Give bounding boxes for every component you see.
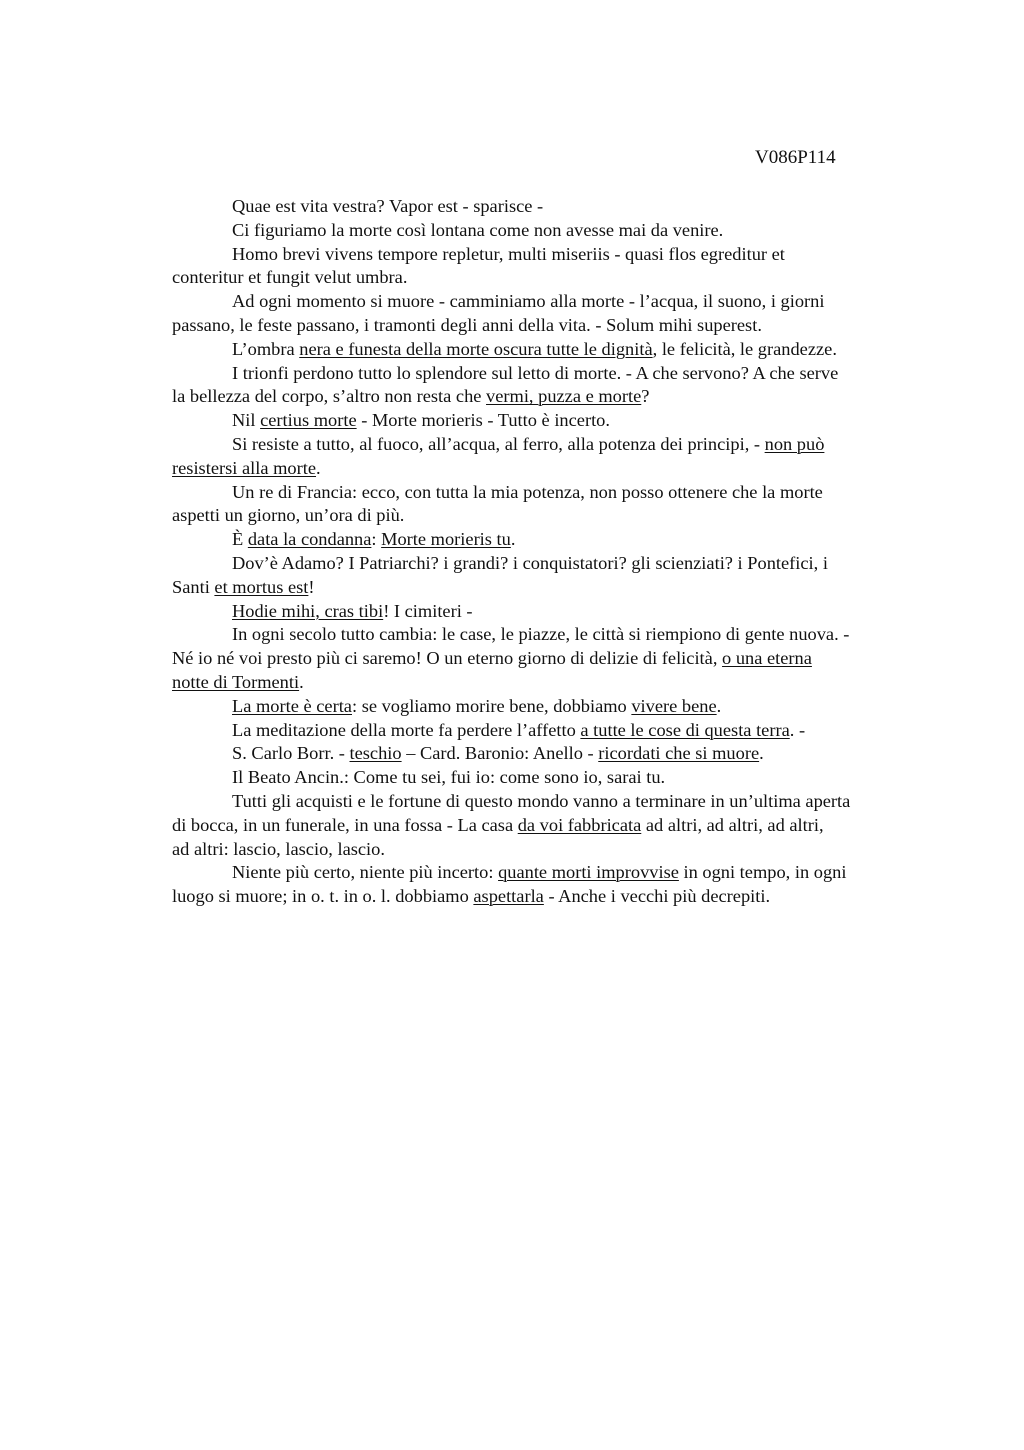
underlined-phrase: Morte morieris tu — [381, 529, 511, 550]
text-run: Santi — [172, 576, 215, 597]
text-run: Dov’è Adamo? I Patriarchi? i grandi? i conquistatori? gli scienziati? i Pontefici, i — [232, 552, 828, 573]
document-body — [172, 195, 932, 909]
text-line — [172, 362, 932, 386]
text-run: . — [316, 457, 321, 478]
text-run: : — [371, 529, 382, 550]
text-run: conteritur et fungit velut umbra. — [172, 267, 408, 288]
text-line — [172, 671, 932, 695]
underlined-phrase: vivere bene — [631, 695, 717, 716]
text-run: passano, le feste passano, i tramonti degli anni della vita. - Solum mihi superest. — [172, 314, 762, 335]
underlined-phrase: o una eterna — [722, 648, 812, 669]
text-line — [172, 409, 932, 433]
text-line — [172, 243, 932, 267]
text-line — [172, 766, 932, 790]
underlined-phrase: certius morte — [260, 410, 357, 431]
text-run: . — [716, 695, 722, 716]
paragraph — [172, 528, 932, 552]
underlined-phrase: Hodie mihi, cras tibi — [232, 600, 384, 621]
text-run: - Morte morieris - Tutto è incerto. — [356, 410, 610, 431]
underlined-phrase: ricordati che si muore — [598, 743, 760, 764]
text-run: ? — [641, 386, 650, 407]
text-run: : se vogliamo morire bene, dobbiamo — [351, 695, 632, 716]
text-line — [172, 790, 932, 814]
paragraph — [172, 719, 932, 743]
text-line — [172, 385, 932, 409]
underlined-phrase: nera e funesta della morte oscura tutte le dignità — [299, 338, 653, 359]
paragraph — [172, 481, 932, 529]
paragraph — [172, 362, 932, 410]
text-run: ad altri, ad altri, ad altri, — [641, 814, 824, 835]
text-line — [172, 195, 932, 219]
paragraph — [172, 790, 932, 861]
paragraph — [172, 290, 932, 338]
text-run: in ogni tempo, in ogni — [678, 862, 847, 883]
text-line — [172, 528, 932, 552]
text-run: Il Beato Ancin.: Come tu sei, fui io: come sono io, sarai tu. — [232, 767, 666, 788]
text-line — [172, 719, 932, 743]
text-line — [172, 433, 932, 457]
paragraph — [172, 695, 932, 719]
underlined-phrase: quante morti improvvise — [498, 862, 679, 883]
text-run: - Anche i vecchi più decrepiti. — [543, 886, 771, 907]
paragraph — [172, 742, 932, 766]
text-run: , le felicità, le grandezze. — [652, 338, 837, 359]
underlined-phrase: notte di Tormenti — [172, 671, 300, 692]
text-run: . — [299, 671, 304, 692]
text-line — [172, 695, 932, 719]
text-line — [172, 457, 932, 481]
text-run: Ci figuriamo la morte così lontana come non avesse mai da venire. — [232, 219, 724, 240]
text-line — [172, 338, 932, 362]
paragraph — [172, 623, 932, 694]
paragraph — [172, 766, 932, 790]
text-run: In ogni secolo tutto cambia: le case, le piazze, le città si riempiono di gente nuova. - — [232, 624, 850, 645]
text-line — [172, 838, 932, 862]
text-line — [172, 290, 932, 314]
underlined-phrase: resistersi alla morte — [172, 457, 317, 478]
underlined-phrase: vermi, puzza e morte — [486, 386, 642, 407]
underlined-phrase: da voi fabbricata — [517, 814, 642, 835]
text-run: È — [232, 529, 248, 550]
text-line — [172, 314, 932, 338]
text-line — [172, 552, 932, 576]
underlined-phrase: non può — [764, 433, 825, 454]
paragraph — [172, 338, 932, 362]
paragraph — [172, 552, 932, 600]
text-line — [172, 576, 932, 600]
text-line — [172, 885, 932, 909]
text-run: . — [510, 529, 516, 550]
text-line — [172, 742, 932, 766]
text-line — [172, 481, 932, 505]
text-run: Quae est vita vestra? Vapor est - sparisce - — [232, 196, 544, 216]
underlined-phrase: La morte è certa — [232, 695, 352, 716]
underlined-phrase: a tutte le cose di questa terra — [580, 719, 790, 740]
text-line — [172, 219, 932, 243]
text-run: di bocca, in un funerale, in una fossa - La casa — [172, 814, 518, 835]
paragraph — [172, 600, 932, 624]
page-identifier: V086P114 — [755, 147, 836, 168]
text-run: luogo si muore; in o. t. in o. l. dobbiamo — [172, 886, 474, 907]
text-run: L’ombra — [232, 338, 300, 359]
paragraph — [172, 195, 932, 219]
text-run: Niente più certo, niente più incerto: — [232, 862, 499, 883]
text-line — [172, 623, 932, 647]
text-run: La meditazione della morte fa perdere l’affetto — [232, 719, 581, 740]
text-run: ! I cimiteri - — [383, 600, 473, 621]
text-run: Homo brevi vivens tempore repletur, multi miseriis - quasi flos egreditur et — [232, 243, 785, 264]
text-line — [172, 647, 932, 671]
text-line — [172, 814, 932, 838]
paragraph — [172, 409, 932, 433]
paragraph — [172, 861, 932, 909]
text-run: I trionfi perdono tutto lo splendore sul letto di morte. - A che servono? A che serve — [232, 362, 839, 383]
paragraph — [172, 243, 932, 291]
underlined-phrase: et mortus est — [214, 576, 309, 597]
text-run: ad altri: lascio, lascio, lascio. — [172, 838, 385, 859]
text-run: la bellezza del corpo, s’altro non resta che — [172, 386, 487, 407]
underlined-phrase: aspettarla — [473, 886, 544, 907]
text-run: Si resiste a tutto, al fuoco, all’acqua, al ferro, alla potenza dei principi, - — [232, 433, 765, 454]
text-run: Ad ogni momento si muore - camminiamo alla morte - l’acqua, il suono, i giorni — [232, 291, 825, 312]
text-line — [172, 861, 932, 885]
underlined-phrase: data la condanna — [247, 529, 372, 550]
text-run: – Card. Baronio: Anello - — [401, 743, 599, 764]
text-run: Nil — [232, 410, 261, 431]
text-run: aspetti un giorno, un’ora di più. — [172, 505, 405, 526]
text-line — [172, 504, 932, 528]
text-run: Né io né voi presto più ci saremo! O un eterno giorno di delizie di felicità, — [172, 648, 723, 669]
text-line — [172, 600, 932, 624]
paragraph — [172, 219, 932, 243]
text-run: . - — [789, 719, 806, 740]
text-run: S. Carlo Borr. - — [232, 743, 350, 764]
text-run: Un re di Francia: ecco, con tutta la mia potenza, non posso ottenere che la morte — [232, 481, 823, 502]
text-run: . — [759, 743, 764, 764]
paragraph — [172, 433, 932, 481]
text-run: ! — [308, 576, 315, 597]
text-line — [172, 266, 932, 290]
underlined-phrase: teschio — [349, 743, 402, 764]
text-run: Tutti gli acquisti e le fortune di questo mondo vanno a terminare in un’ultima aperta — [232, 790, 851, 811]
